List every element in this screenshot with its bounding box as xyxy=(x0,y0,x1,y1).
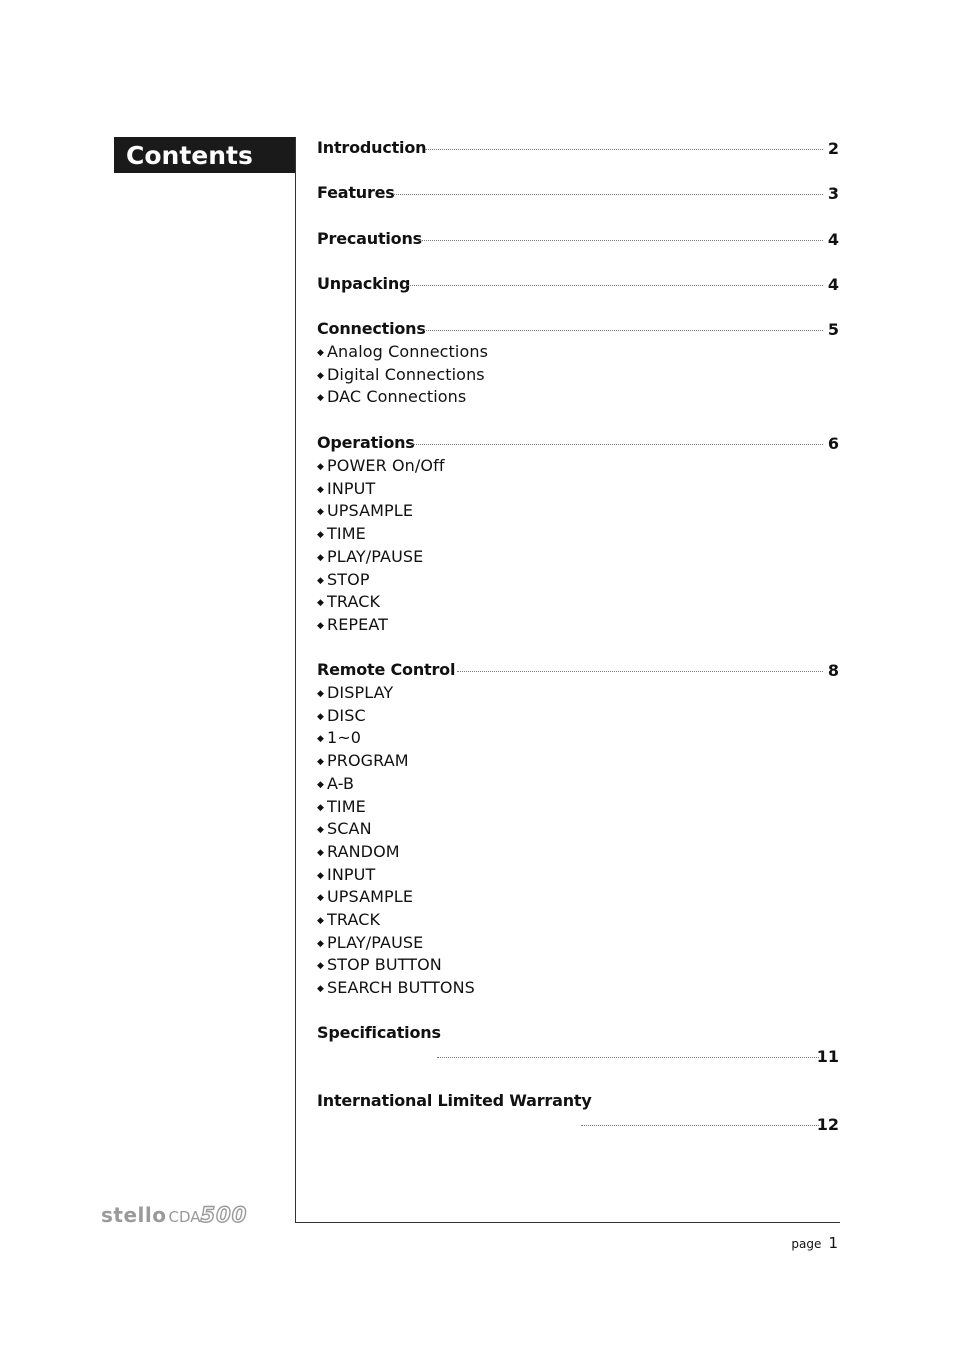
toc-subitem-label: RANDOM xyxy=(327,841,400,861)
diamond-bullet-icon: ◆ xyxy=(317,711,325,722)
diamond-bullet-icon: ◆ xyxy=(317,462,325,472)
diamond-bullet-icon: ◆ xyxy=(317,893,325,904)
toc-leader-dots xyxy=(437,1057,819,1058)
toc-subitem xyxy=(317,909,380,932)
table-of-contents xyxy=(317,0,840,1200)
diamond-bullet-icon: ◆ xyxy=(317,689,325,699)
page-label: page xyxy=(791,1237,822,1251)
toc-subitem-label: PLAY/PAUSE xyxy=(327,932,424,952)
stello-logo xyxy=(101,1203,247,1227)
diamond-bullet-icon: ◆ xyxy=(317,757,325,768)
toc-subitem-label: UPSAMPLE xyxy=(327,501,414,521)
toc-leader-dots xyxy=(581,1125,819,1126)
toc-subitem-label: PLAY/PAUSE xyxy=(327,546,424,566)
toc-entry xyxy=(317,137,839,159)
toc-entry xyxy=(317,432,839,454)
contents-heading: Contents xyxy=(114,137,296,173)
toc-subitem xyxy=(317,750,409,773)
toc-entry-title: Introduction xyxy=(317,137,432,159)
toc-subitem xyxy=(317,455,445,478)
toc-leader-dots xyxy=(457,671,823,672)
toc-subitem xyxy=(317,932,423,955)
toc-subitem-label: DISC xyxy=(327,705,366,725)
toc-leader-dots xyxy=(425,149,823,150)
toc-leader-dots xyxy=(393,194,823,195)
diamond-bullet-icon: ◆ xyxy=(317,825,325,836)
toc-entry-page: 2 xyxy=(827,139,839,158)
toc-leader-dots xyxy=(407,285,823,286)
toc-subitem xyxy=(317,614,388,637)
toc-entry xyxy=(317,228,839,250)
diamond-bullet-icon: ◆ xyxy=(317,779,325,790)
toc-subitem-label: STOP xyxy=(327,569,370,589)
toc-entry-page: 12 xyxy=(816,1115,839,1134)
diamond-bullet-icon: ◆ xyxy=(317,552,325,563)
toc-entry xyxy=(317,1022,839,1066)
diamond-bullet-icon: ◆ xyxy=(317,984,325,995)
toc-subitem-label: TRACK xyxy=(327,592,381,612)
toc-entry-title: Precautions xyxy=(317,228,428,250)
toc-leader-dots xyxy=(411,444,823,445)
toc-subitem-label: SCAN xyxy=(327,819,372,839)
diamond-bullet-icon: ◆ xyxy=(317,348,325,358)
toc-subitem xyxy=(317,478,375,501)
toc-entry xyxy=(317,318,839,340)
diamond-bullet-icon: ◆ xyxy=(317,938,325,949)
diamond-bullet-icon: ◆ xyxy=(317,802,325,813)
diamond-bullet-icon: ◆ xyxy=(317,370,325,381)
diamond-bullet-icon: ◆ xyxy=(317,575,325,586)
toc-entry-page: 5 xyxy=(827,320,839,339)
diamond-bullet-icon: ◆ xyxy=(317,916,325,926)
toc-subitem xyxy=(317,886,413,909)
toc-entry-page: 4 xyxy=(827,230,839,249)
toc-subitem-label: UPSAMPLE xyxy=(327,887,414,907)
diamond-bullet-icon: ◆ xyxy=(317,961,325,972)
toc-subitem-label: 1~0 xyxy=(327,728,362,748)
toc-entry-page: 4 xyxy=(827,275,839,294)
logo-number: 500 xyxy=(200,1203,248,1227)
page-footer xyxy=(791,1233,838,1252)
toc-entry xyxy=(317,659,839,681)
toc-entry-title: Operations xyxy=(317,432,421,454)
diamond-bullet-icon: ◆ xyxy=(317,870,325,881)
diamond-bullet-icon: ◆ xyxy=(317,598,325,609)
toc-subitem-label: INPUT xyxy=(327,478,376,498)
toc-subitem-label: TIME xyxy=(327,796,366,816)
toc-subitem xyxy=(317,364,485,387)
diamond-bullet-icon: ◆ xyxy=(317,734,325,745)
diamond-bullet-icon: ◆ xyxy=(317,393,325,404)
toc-entry-title: International Limited Warranty xyxy=(317,1090,598,1112)
toc-subitem xyxy=(317,773,354,796)
toc-subitem-label: DISPLAY xyxy=(327,683,394,702)
page-number: 1 xyxy=(828,1234,838,1252)
toc-subitem-label: TIME xyxy=(327,524,366,544)
toc-entry-title: Unpacking xyxy=(317,273,416,295)
toc-subitem-label: REPEAT xyxy=(327,614,389,634)
toc-subitem xyxy=(317,796,366,819)
toc-subitem-label: SEARCH BUTTONS xyxy=(327,978,475,998)
toc-subitem xyxy=(317,591,380,614)
toc-entry xyxy=(317,182,839,204)
toc-subitem xyxy=(317,386,466,409)
toc-subitem xyxy=(317,818,372,841)
vertical-divider xyxy=(295,137,296,1223)
toc-entry-page: 6 xyxy=(827,434,839,453)
toc-entry-title: Features xyxy=(317,182,401,204)
toc-subitem-label: INPUT xyxy=(327,864,376,884)
toc-subitem xyxy=(317,569,370,592)
logo-model: CDA xyxy=(168,1208,201,1226)
toc-subitem xyxy=(317,841,400,864)
toc-entry-page: 3 xyxy=(827,184,839,203)
logo-brand: stello xyxy=(101,1203,167,1227)
diamond-bullet-icon: ◆ xyxy=(317,847,325,858)
diamond-bullet-icon: ◆ xyxy=(317,530,325,541)
toc-subitem-label: PROGRAM xyxy=(327,751,409,771)
toc-subitem-label: STOP BUTTON xyxy=(327,955,442,975)
toc-subitem-label: A-B xyxy=(327,773,355,793)
toc-subitem xyxy=(317,705,366,728)
toc-subitem xyxy=(317,341,488,364)
toc-subitem-label: Analog Connections xyxy=(327,342,489,361)
toc-subitem xyxy=(317,864,375,887)
toc-entry-page: 8 xyxy=(827,661,839,680)
toc-subitem-label: DAC Connections xyxy=(327,387,467,407)
diamond-bullet-icon: ◆ xyxy=(317,484,325,495)
toc-subitem xyxy=(317,523,366,546)
toc-entry-title: Remote Control xyxy=(317,659,461,681)
toc-entry xyxy=(317,1090,839,1134)
toc-subitem xyxy=(317,500,413,523)
toc-subitem xyxy=(317,682,393,705)
diamond-bullet-icon: ◆ xyxy=(317,620,325,631)
toc-subitem-label: TRACK xyxy=(327,910,381,929)
toc-entry xyxy=(317,273,839,295)
bottom-divider xyxy=(295,1222,840,1223)
toc-subitem xyxy=(317,954,442,977)
toc-leader-dots xyxy=(419,240,823,241)
toc-subitem xyxy=(317,727,361,750)
toc-entry-title: Specifications xyxy=(317,1022,447,1044)
toc-entry-title: Connections xyxy=(317,318,432,340)
toc-subitem-label: POWER On/Off xyxy=(327,456,445,475)
toc-subitem xyxy=(317,977,475,1000)
toc-subitem xyxy=(317,546,423,569)
toc-subitem-label: Digital Connections xyxy=(327,364,485,384)
toc-entry-page: 11 xyxy=(816,1047,839,1066)
diamond-bullet-icon: ◆ xyxy=(317,507,325,518)
toc-leader-dots xyxy=(421,330,823,331)
